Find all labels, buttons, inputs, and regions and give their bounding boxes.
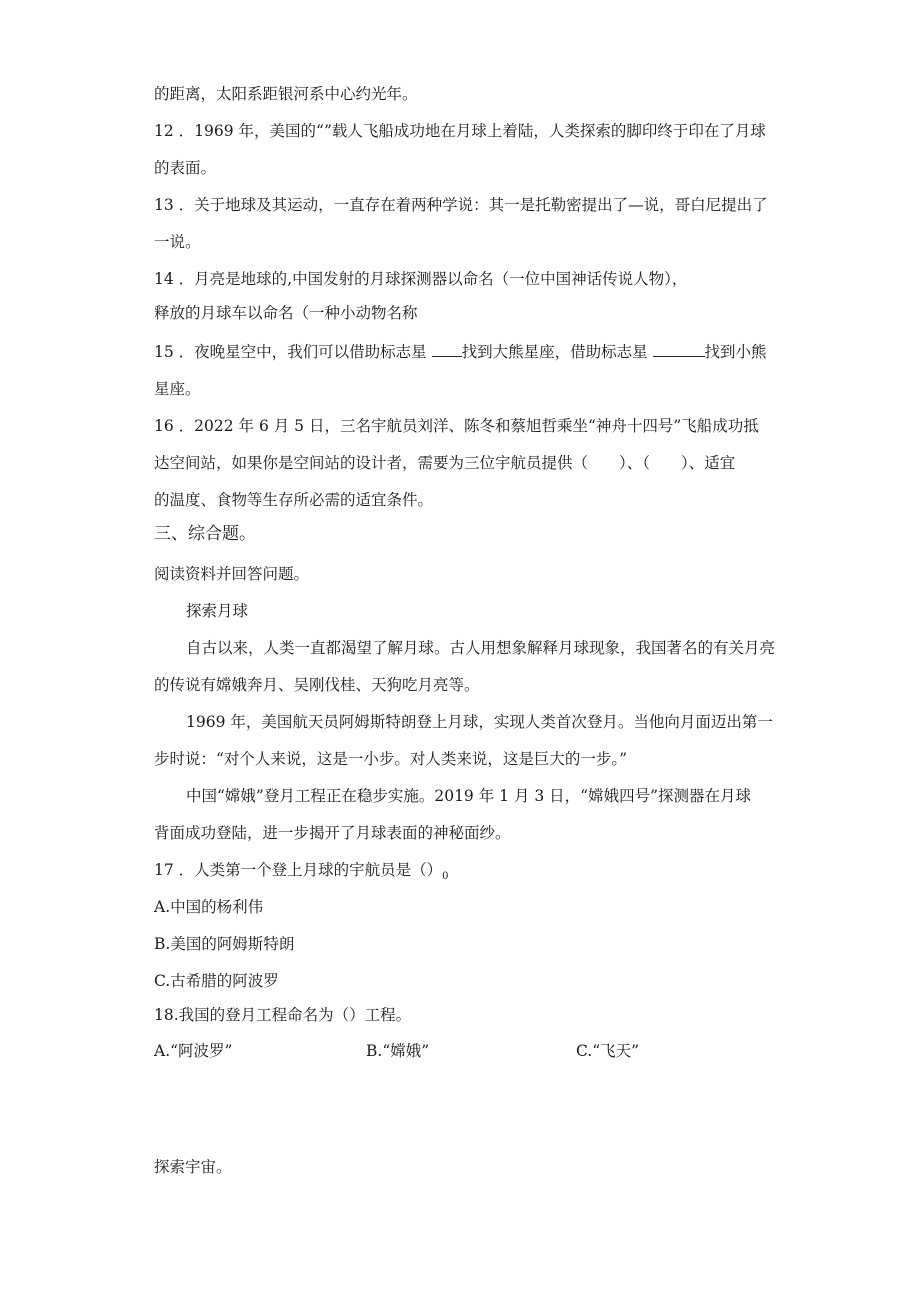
- answer-blank: [432, 342, 462, 357]
- option-b: B.美国的阿姆斯特朗: [154, 935, 295, 953]
- option-c: C.“飞天”: [576, 1042, 640, 1060]
- answer-blank: [653, 342, 705, 357]
- question-15: [154, 341, 767, 363]
- question-12: 12 ．1969 年，美国的“”载人飞船成功地在月球上着陆，人类探索的脚印终于印在了月球: [154, 122, 766, 140]
- question-15-text-post: 找到小熊: [704, 343, 767, 361]
- text-line: 的距离，太阳系距银河系中心约光年。: [154, 85, 418, 103]
- question-14: 14 ．月亮是地球的,中国发射的月球探测器以命名（一位中国神话传说人物），: [154, 270, 688, 288]
- question-15-text-mid: 找到大熊星座，借助标志星: [461, 343, 653, 361]
- question-13-cont: 一说。: [154, 233, 201, 251]
- passage-paragraph-3: 中国“嫦娥”登月工程正在稳步实施。2019 年 1 月 3 日，“嫦娥四号”探测器在月球: [186, 787, 752, 805]
- question-17-mark: 0: [442, 871, 449, 883]
- passage-paragraph-1: 自古以来，人类一直都渴望了解月球。古人用想象解释月球现象，我国著名的有关月亮: [186, 639, 776, 657]
- question-17: [154, 859, 449, 888]
- option-b: B.“嫦娥”: [366, 1042, 430, 1060]
- question-16-cont2: 的温度、食物等生存所必需的适宜条件。: [154, 491, 434, 509]
- question-15-cont: 星座。: [154, 380, 201, 398]
- question-12-cont: 的表面。: [154, 159, 217, 177]
- question-17-text: 17 ．人类第一个登上月球的宇航员是（）: [154, 861, 443, 879]
- question-16: 16 ．2022 年 6 月 5 日，三名宇航员刘洋、陈冬和蔡旭哲乘坐“神舟十四号”飞船成功抵: [154, 417, 759, 435]
- passage-paragraph-3-cont: 背面成功登陆，进一步揭开了月球表面的神秘面纱。: [154, 824, 511, 842]
- question-18: 18.我国的登月工程命名为（）工程。: [154, 1006, 412, 1024]
- option-a: A.“阿波罗”: [154, 1042, 233, 1060]
- question-15-text-pre: 15 ．夜晚星空中，我们可以借助标志星: [154, 343, 432, 361]
- passage-paragraph-1-cont: 的传说有嫦娥奔月、吴刚伐桂、天狗吃月亮等。: [154, 676, 480, 694]
- question-16-cont: 达空间站，如果你是空间站的设计者，需要为三位宇航员提供（ ）、（ ）、适宜: [154, 454, 736, 472]
- section-footer: 探索宇宙。: [154, 1158, 232, 1176]
- instruction: 阅读资料并回答问题。: [154, 565, 310, 583]
- passage-title: 探索月球: [186, 602, 249, 620]
- section-heading: 三、综合题。: [154, 524, 256, 544]
- passage-paragraph-2: 1969 年，美国航天员阿姆斯特朗登上月球，实现人类首次登月。当他向月面迈出第一: [186, 713, 773, 731]
- question-13: 13 ．关于地球及其运动，一直存在着两种学说：其一是托勒密提出了—说，哥白尼提出了: [154, 196, 768, 214]
- option-a: A.中国的杨利伟: [154, 898, 264, 916]
- passage-paragraph-2-cont: 步时说：“对个人来说，这是一小步。对人类来说，这是巨大的一步。”: [154, 750, 628, 768]
- question-14-cont: 释放的月球车以命名（一种小动物名称: [154, 304, 418, 322]
- option-c: C.古希腊的阿波罗: [154, 972, 279, 990]
